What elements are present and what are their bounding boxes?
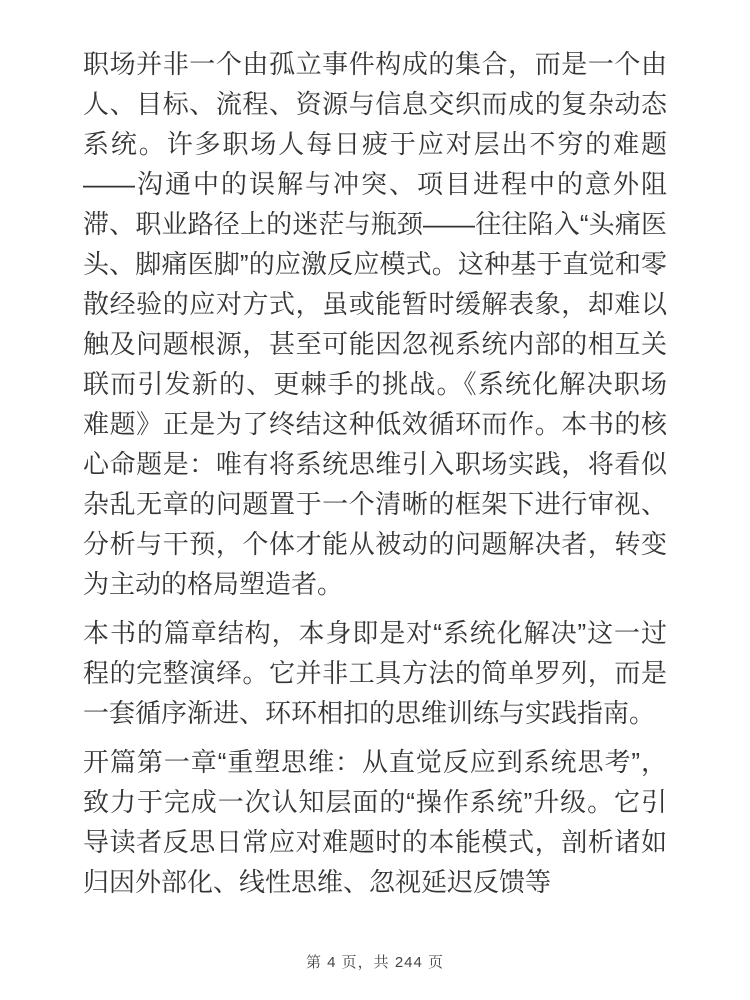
document-body xyxy=(83,44,667,911)
paragraph: 本书的篇章结构，本身即是对“系统化解决”这一过程的完整演绎。它并非工具方法的简单罗列，而是一套循序渐进、环环相扣的思维训练与实践指南。 xyxy=(83,618,667,728)
page-indicator: 第 4 页，共 244 页 xyxy=(305,954,445,971)
paragraph: 开篇第一章“重塑思维：从直觉反应到系统思考”，致力于完成一次认知层面的“操作系统”升级。它引导读者反思日常应对难题时的本能模式，剖析诸如归因外部化、线性思维、忽视延迟反馈等 xyxy=(83,747,667,897)
paragraph: 职场并非一个由孤立事件构成的集合，而是一个由人、目标、流程、资源与信息交织而成的复杂动态系统。许多职场人每日疲于应对层出不穷的难题——沟通中的误解与冲突、项目进程中的意外阻滞、职业路径上的迷茫与瓶颈——往往陷入“头痛医头、脚痛医脚”的应激反应模式。这种基于直觉和零散经验的应对方式，虽或能暂时缓解表象，却难以触及问题根源，甚至可能因忽视系统内部的相互关联而引发新的、更棘手的挑战。《系统化解决职场难题》正是为了终结这种低效循环而作。本书的核心命题是：唯有将系统思维引入职场实践，将看似杂乱无章的问题置于一个清晰的框架下进行审视、分析与干预，个体才能从被动的问题解决者，转变为主动的格局塑造者。 xyxy=(83,49,667,599)
